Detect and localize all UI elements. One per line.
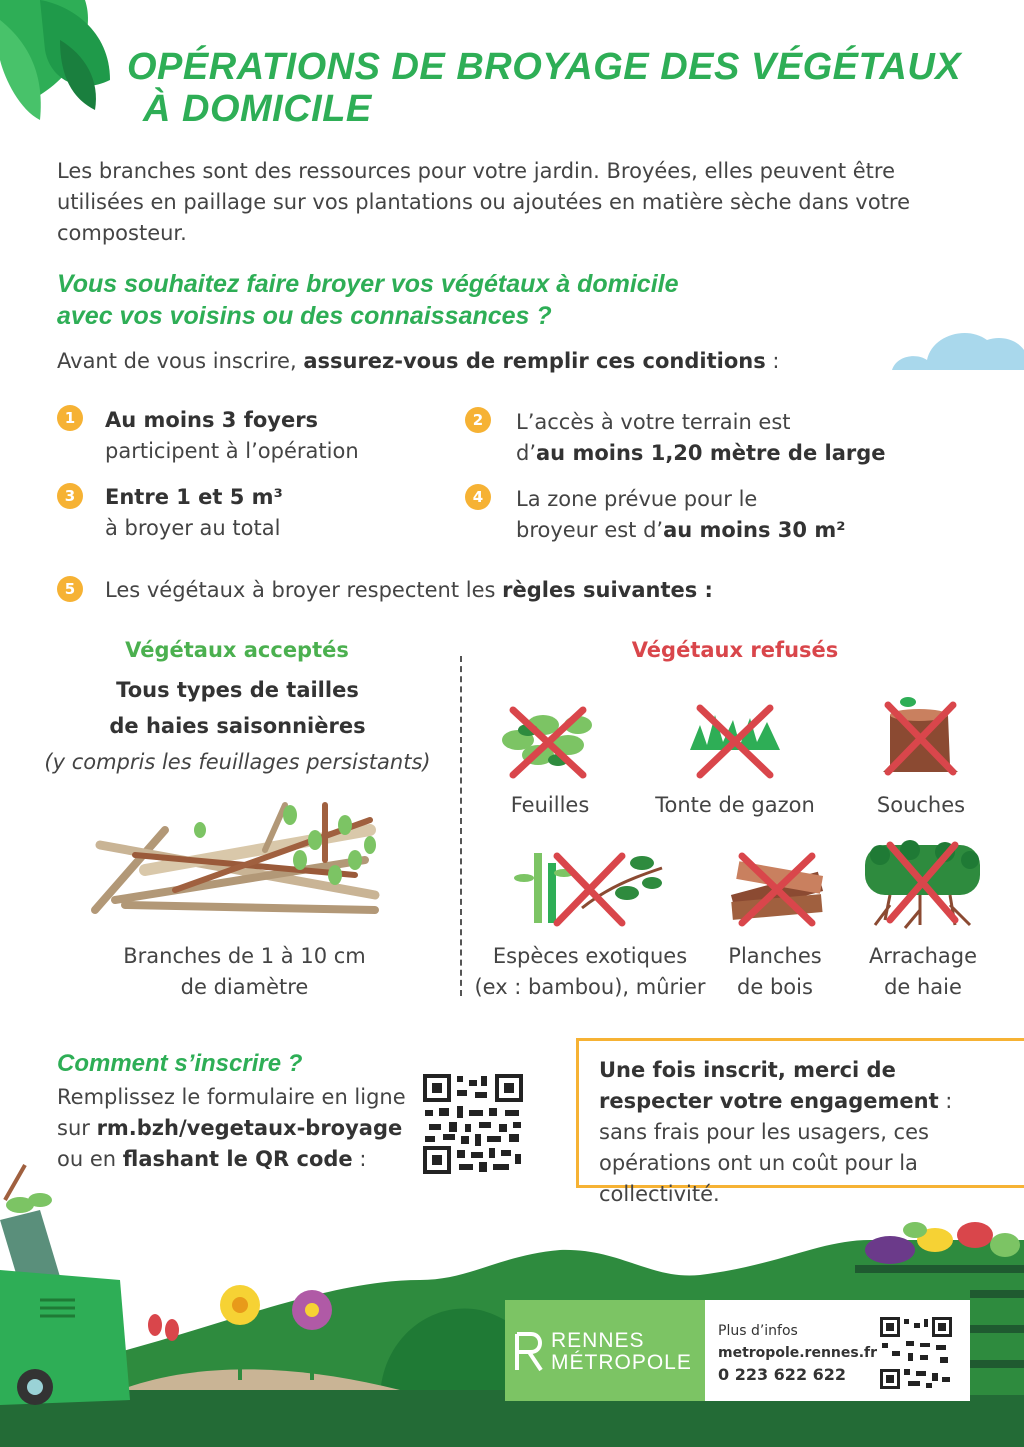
footer-contact: Plus d’infos metropole.rennes.fr 0 223 622 622 xyxy=(718,1323,878,1384)
stump-refused-icon xyxy=(878,690,963,780)
brand-name: RENNES MÉTROPOLE xyxy=(551,1329,692,1374)
accepted-description: Tous types de tailles de haies saisonnières (y compris les feuillages persistants) xyxy=(44,678,431,774)
planks-refused-icon xyxy=(722,848,832,928)
subtitle: Vous souhaitez faire broyer vos végétaux à domicile avec vos voisins ou des connaissances ? xyxy=(57,270,679,330)
engagement-box: Une fois inscrit, merci de respecter votre engagement : sans frais pour les usagers, ces opérations ont un coût pour la collectivité. xyxy=(576,1038,1024,1188)
branches-caption: Branches de 1 à 10 cm de diamètre xyxy=(123,944,366,999)
refused-label-stump: Souches xyxy=(876,793,966,817)
condition-number-5: 5 xyxy=(57,576,83,602)
rennes-r-icon xyxy=(513,1332,545,1372)
condition-number-1: 1 xyxy=(57,405,83,431)
refused-label-planks: Planches de bois xyxy=(728,944,822,999)
refused-label-hedge: Arrachage de haie xyxy=(868,944,978,999)
registration-link[interactable]: rm.bzh/vegetaux-broyage xyxy=(96,1116,403,1140)
condition-2: L’accès à votre terrain est d’au moins 1,20 mètre de large xyxy=(516,410,886,465)
footer-qr-code[interactable] xyxy=(880,1317,952,1389)
condition-1: Au moins 3 foyers participent à l’opération xyxy=(105,408,359,463)
registration-heading: Comment s’inscrire ? xyxy=(57,1050,303,1077)
exotic-species-refused-icon xyxy=(512,848,667,928)
registration-text: Remplissez le formulaire en ligne sur rm.bzh/vegetaux-broyage ou en flashant le QR code : xyxy=(57,1085,406,1171)
footer-phone: 0 223 622 622 xyxy=(718,1365,847,1384)
condition-number-3: 3 xyxy=(57,483,83,509)
column-divider xyxy=(460,656,462,996)
grass-refused-icon xyxy=(685,700,785,780)
accepted-heading: Végétaux acceptés xyxy=(125,638,349,662)
cloud-decoration xyxy=(892,325,1024,373)
refused-label-grass: Tonte de gazon xyxy=(655,793,815,817)
conditions-intro: Avant de vous inscrire, assurez-vous de remplir ces conditions : xyxy=(57,349,780,373)
hedge-removal-refused-icon xyxy=(860,840,985,930)
condition-4: La zone prévue pour le broyeur est d’au moins 30 m² xyxy=(516,487,846,542)
refused-label-exotic: Espèces exotiques (ex : bambou), mûrier xyxy=(474,944,706,999)
footer-website-link[interactable]: metropole.rennes.fr xyxy=(718,1345,878,1361)
condition-3: Entre 1 et 5 m³ à broyer au total xyxy=(105,485,283,540)
page-title: OPÉRATIONS DE BROYAGE DES VÉGÉTAUX À DOMICILE xyxy=(127,46,962,130)
refused-label-leaves: Feuilles xyxy=(510,793,590,817)
branches-illustration xyxy=(85,800,385,920)
leaves-decoration xyxy=(0,0,125,125)
condition-5: Les végétaux à broyer respectent les règles suivantes : xyxy=(105,578,713,602)
refused-heading: Végétaux refusés xyxy=(631,638,839,662)
registration-qr-code[interactable] xyxy=(423,1074,523,1174)
condition-number-4: 4 xyxy=(465,484,491,510)
leaves-refused-icon xyxy=(498,700,598,780)
condition-number-2: 2 xyxy=(465,407,491,433)
rennes-metropole-logo xyxy=(505,1300,705,1401)
intro-text: Les branches sont des ressources pour votre jardin. Broyées, elles peuvent être utilisées en paillage sur vos plantations ou ajoutées en matière sèche dans votre composteur. xyxy=(57,159,910,245)
